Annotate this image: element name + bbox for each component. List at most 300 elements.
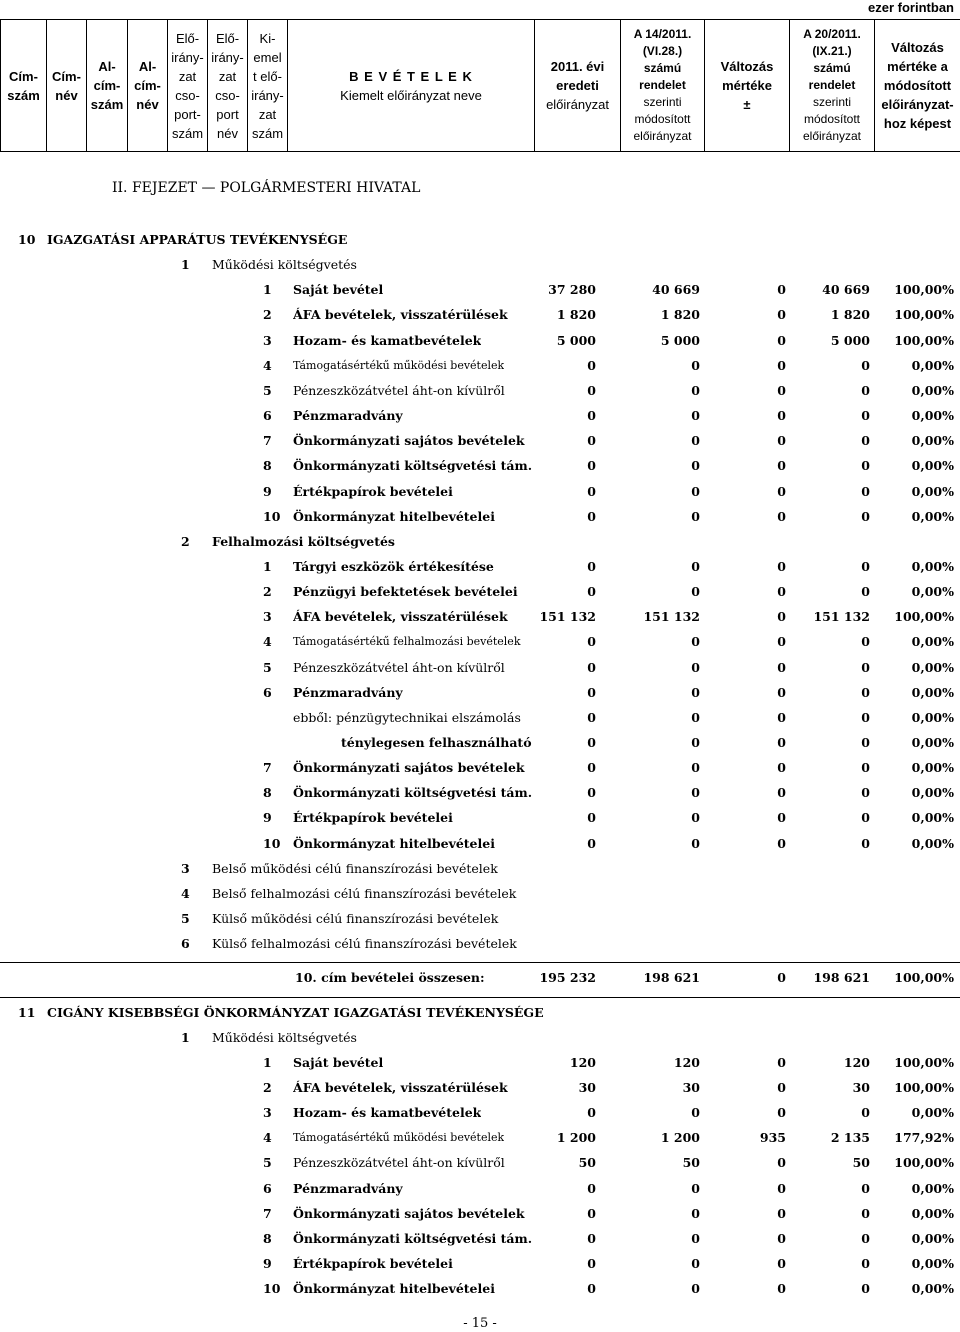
header-line: Elő- — [215, 30, 240, 46]
header-line: név — [55, 87, 78, 103]
item-label: Önkormányzati költségvetési tám. — [293, 1230, 533, 1246]
value-eredeti: 0 — [587, 382, 596, 398]
value-modositott-1: 1 200 — [660, 1130, 700, 1146]
table-row — [0, 304, 960, 326]
item-number: 7 — [263, 1205, 272, 1221]
value-szazalek: 0,00% — [911, 709, 954, 725]
value-eredeti: 0 — [587, 558, 596, 574]
value-modositott-2: 1 820 — [830, 307, 870, 323]
header-line: szám — [90, 97, 124, 112]
header-line: név — [136, 97, 159, 112]
header-line: eredeti — [556, 78, 599, 93]
item-label: Pénzeszközátvétel áht-on kívülről — [293, 1155, 505, 1171]
value-modositott-2: 0 — [861, 433, 870, 449]
value-modositott-1: 40 669 — [652, 282, 700, 298]
value-eredeti: 0 — [587, 835, 596, 851]
item-number: 9 — [263, 483, 272, 499]
header-line: ± — [743, 97, 751, 112]
item-label: Önkormányzat hitelbevételei — [293, 508, 495, 524]
header-line: Cím- — [52, 68, 81, 84]
value-valtozas: 0 — [777, 970, 786, 986]
group-number: 1 — [181, 257, 190, 273]
value-eredeti: 0 — [587, 1105, 596, 1121]
header-line: Kiemelt előirányzat neve — [340, 87, 482, 103]
value-szazalek: 0,00% — [911, 357, 954, 373]
item-number: 2 — [263, 584, 272, 600]
value-modositott-1: 50 — [682, 1155, 700, 1171]
group-number: 2 — [181, 533, 190, 549]
hdr-valtozas-merteke-szazalek — [875, 20, 960, 152]
value-modositott-2: 151 132 — [813, 609, 870, 625]
header-line: szám — [251, 125, 284, 141]
table-row — [0, 657, 960, 679]
group-row — [0, 908, 960, 930]
value-modositott-1: 0 — [691, 785, 700, 801]
group-name: Működési költségvetés — [212, 1029, 357, 1045]
value-modositott-1: 0 — [691, 1105, 700, 1121]
value-modositott-2: 0 — [861, 1256, 870, 1271]
header-line: cso- — [175, 87, 200, 103]
table-row — [0, 1203, 960, 1225]
value-modositott-1: 0 — [691, 810, 700, 826]
group-number: 4 — [181, 885, 190, 901]
value-modositott-2: 0 — [861, 1230, 870, 1246]
item-label: Önkormányzati sajátos bevételek — [293, 1205, 525, 1221]
table-row — [0, 807, 960, 829]
table-row — [0, 581, 960, 603]
value-modositott-1: 0 — [691, 835, 700, 851]
value-modositott-2: 5 000 — [830, 332, 870, 348]
item-label: Hozam- és kamatbevételek — [293, 332, 482, 348]
group-name: Külső felhalmozási célú finanszírozási bevételek — [212, 936, 517, 952]
value-modositott-2: 0 — [861, 659, 870, 675]
value-valtozas: 0 — [777, 408, 786, 424]
value-modositott-1: 198 621 — [643, 970, 700, 986]
value-valtozas: 0 — [777, 1230, 786, 1246]
value-szazalek: 0,00% — [911, 760, 954, 776]
item-number: 8 — [263, 458, 272, 474]
section-number: 11 — [18, 1004, 36, 1020]
item-label: ebből: pénzügytechnikai elszámolás — [293, 709, 521, 725]
value-valtozas: 0 — [777, 760, 786, 776]
value-modositott-1: 0 — [691, 1281, 700, 1297]
header-table — [0, 19, 960, 152]
value-modositott-2: 0 — [861, 357, 870, 373]
value-szazalek: 100,00% — [894, 282, 954, 298]
table-row — [0, 1152, 960, 1174]
header-line: B E V É T E L E K — [349, 68, 473, 84]
unit-label: ezer forintban — [868, 0, 954, 15]
item-label: Pénzügyi befektetések bevételei — [293, 584, 518, 600]
value-valtozas: 0 — [777, 508, 786, 524]
value-valtozas: 0 — [777, 1054, 786, 1070]
total-row — [0, 967, 960, 989]
value-modositott-2: 0 — [861, 408, 870, 424]
value-valtozas: 0 — [777, 483, 786, 499]
value-szazalek: 0,00% — [911, 1205, 954, 1221]
value-eredeti: 0 — [587, 408, 596, 424]
group-row — [0, 1027, 960, 1049]
item-label: Hozam- és kamatbevételek — [293, 1105, 482, 1121]
header-line: szerinti — [643, 95, 682, 109]
table-row — [0, 682, 960, 704]
table-row — [0, 556, 960, 578]
header-line: módosított — [803, 112, 861, 126]
value-eredeti: 1 200 — [556, 1130, 596, 1146]
table-row — [0, 1077, 960, 1099]
header-line: Ki- — [259, 30, 276, 46]
value-modositott-1: 0 — [691, 1180, 700, 1196]
value-szazalek: 100,00% — [894, 970, 954, 986]
item-number: 3 — [263, 332, 272, 348]
item-label: ÁFA bevételek, visszatérülések — [293, 307, 508, 323]
header-line: cím- — [134, 78, 161, 93]
value-valtozas: 0 — [777, 433, 786, 449]
value-eredeti: 0 — [587, 357, 596, 373]
value-szazalek: 100,00% — [894, 609, 954, 625]
value-modositott-1: 30 — [682, 1079, 700, 1095]
value-szazalek: 0,00% — [911, 1281, 954, 1297]
item-label: Önkormányzati sajátos bevételek — [293, 433, 525, 449]
value-valtozas: 0 — [777, 634, 786, 650]
value-szazalek: 100,00% — [894, 332, 954, 348]
header-line: név — [217, 125, 238, 141]
value-valtozas: 0 — [777, 684, 786, 700]
header-line: szám — [171, 125, 204, 141]
value-szazalek: 100,00% — [894, 1079, 954, 1095]
item-label: Pénzeszközátvétel áht-on kívülről — [293, 382, 505, 398]
group-number: 3 — [181, 860, 190, 876]
group-name: Belső működési célú finanszírozási bevételek — [212, 860, 498, 876]
table-row — [0, 1102, 960, 1124]
value-modositott-1: 0 — [691, 483, 700, 499]
item-number: 5 — [263, 659, 272, 675]
value-eredeti: 0 — [587, 735, 596, 750]
value-eredeti: 37 280 — [548, 282, 596, 298]
value-szazalek: 0,00% — [911, 810, 954, 826]
table-row — [0, 405, 960, 427]
value-modositott-1: 0 — [691, 508, 700, 524]
group-number: 5 — [181, 911, 190, 927]
value-valtozas: 0 — [777, 709, 786, 725]
value-valtozas: 0 — [777, 1079, 786, 1095]
value-modositott-2: 0 — [861, 785, 870, 801]
item-label: Értékpapírok bevételei — [293, 483, 453, 499]
item-number: 8 — [263, 785, 272, 801]
header-line: Elő- — [175, 30, 200, 46]
value-modositott-1: 0 — [691, 433, 700, 449]
table-row — [0, 380, 960, 402]
header-line: irány- — [251, 87, 284, 103]
header-line: irány- — [211, 49, 244, 65]
value-szazalek: 0,00% — [911, 1105, 954, 1121]
value-szazalek: 0,00% — [911, 684, 954, 700]
value-valtozas: 0 — [777, 1180, 786, 1196]
value-eredeti: 151 132 — [539, 609, 596, 625]
value-eredeti: 0 — [587, 1205, 596, 1221]
table-row — [0, 430, 960, 452]
hdr-cim-szam — [1, 20, 47, 152]
item-number: 7 — [263, 760, 272, 776]
value-szazalek: 0,00% — [911, 558, 954, 574]
header-line: Változás — [720, 59, 774, 74]
header-line: számú — [643, 61, 682, 75]
item-number: 4 — [263, 357, 272, 373]
value-szazalek: 0,00% — [911, 835, 954, 851]
header-line: 2011. évi — [550, 59, 605, 74]
item-number: 10 — [263, 835, 281, 851]
value-szazalek: 0,00% — [911, 508, 954, 524]
section-name: IGAZGATÁSI APPARÁTUS TEVÉKENYSÉGE — [47, 232, 348, 247]
item-number: 4 — [263, 634, 272, 650]
value-valtozas: 0 — [777, 1281, 786, 1297]
value-modositott-2: 0 — [861, 584, 870, 600]
value-eredeti: 0 — [587, 1230, 596, 1246]
value-eredeti: 5 000 — [556, 332, 596, 348]
value-modositott-1: 0 — [691, 760, 700, 776]
value-modositott-2: 0 — [861, 684, 870, 700]
item-number: 2 — [263, 307, 272, 323]
group-name: Működési költségvetés — [212, 257, 357, 273]
item-number: 3 — [263, 1105, 272, 1121]
value-valtozas: 0 — [777, 659, 786, 675]
hdr-eloiranyzat-csoport-nev — [208, 20, 248, 152]
hdr-valtozas-merteke — [705, 20, 790, 152]
group-row — [0, 858, 960, 880]
header-line: port — [216, 106, 239, 122]
table-row — [0, 782, 960, 804]
header-line: zat — [218, 68, 237, 84]
value-modositott-2: 0 — [861, 760, 870, 776]
value-modositott-2: 0 — [861, 508, 870, 524]
item-number: 1 — [263, 1054, 272, 1070]
item-number: 6 — [263, 408, 272, 424]
header-line: előirányzat — [546, 97, 609, 112]
value-valtozas: 0 — [777, 609, 786, 625]
header-line: A 20/2011. — [803, 27, 861, 41]
value-modositott-2: 30 — [852, 1079, 870, 1095]
value-valtozas: 0 — [777, 785, 786, 801]
value-szazalek: 100,00% — [894, 307, 954, 323]
value-szazalek: 0,00% — [911, 408, 954, 424]
hdr-eredeti-eloiranyzat — [535, 20, 621, 152]
value-modositott-2: 0 — [861, 835, 870, 851]
header-line: módosított — [634, 112, 691, 126]
value-valtozas: 935 — [759, 1130, 786, 1146]
item-number: 8 — [263, 1230, 272, 1246]
header-line: Cím- — [9, 68, 38, 84]
table-row — [0, 481, 960, 503]
value-valtozas: 0 — [777, 584, 786, 600]
header-line: hoz képest — [883, 116, 952, 131]
item-number: 1 — [263, 558, 272, 574]
item-label: Önkormányzati költségvetési tám. — [293, 785, 533, 801]
value-valtozas: 0 — [777, 458, 786, 474]
item-label: Önkormányzat hitelbevételei — [293, 1281, 495, 1297]
item-number: 9 — [263, 810, 272, 826]
value-modositott-2: 198 621 — [813, 970, 870, 986]
item-label: ÁFA bevételek, visszatérülések — [293, 1079, 508, 1095]
value-valtozas: 0 — [777, 558, 786, 574]
value-modositott-2: 0 — [861, 1105, 870, 1121]
value-modositott-2: 0 — [861, 735, 870, 750]
table-row — [0, 1278, 960, 1300]
value-eredeti: 0 — [587, 684, 596, 700]
value-eredeti: 0 — [587, 634, 596, 650]
value-eredeti: 0 — [587, 1256, 596, 1271]
value-eredeti: 0 — [587, 785, 596, 801]
item-label: Tárgyi eszközök értékesítése — [293, 558, 494, 574]
hdr-modositott-eloiranyzat-1 — [621, 20, 705, 152]
value-modositott-1: 0 — [691, 458, 700, 474]
value-modositott-1: 0 — [691, 659, 700, 675]
group-name: Külső működési célú finanszírozási bevételek — [212, 911, 499, 927]
value-szazalek: 177,92% — [894, 1130, 954, 1146]
value-modositott-2: 0 — [861, 709, 870, 725]
value-eredeti: 0 — [587, 760, 596, 776]
header-line: rendelet — [639, 78, 686, 92]
value-eredeti: 0 — [587, 659, 596, 675]
item-number: 10 — [263, 1281, 281, 1297]
header-line: port- — [174, 106, 201, 122]
header-line: emel — [253, 49, 282, 65]
value-eredeti: 0 — [587, 483, 596, 499]
value-modositott-1: 5 000 — [660, 332, 700, 348]
value-szazalek: 0,00% — [911, 1180, 954, 1196]
value-eredeti: 1 820 — [556, 307, 596, 323]
value-szazalek: 0,00% — [911, 1256, 954, 1271]
header-line: rendelet — [808, 78, 856, 92]
value-valtozas: 0 — [777, 282, 786, 298]
value-modositott-1: 0 — [691, 558, 700, 574]
item-label: Támogatásértékű felhalmozási bevételek — [293, 635, 521, 649]
value-modositott-2: 40 669 — [822, 282, 870, 298]
value-modositott-1: 0 — [691, 584, 700, 600]
item-label: Pénzmaradvány — [293, 408, 403, 424]
item-number: 1 — [263, 282, 272, 298]
header-line: t elő- — [253, 68, 282, 84]
header-line: Al- — [98, 59, 116, 74]
header-line: számú — [813, 61, 851, 75]
value-modositott-1: 0 — [691, 735, 700, 750]
header-line: előirányzat — [633, 129, 692, 143]
hdr-cim-nev — [47, 20, 87, 152]
item-number: 5 — [263, 382, 272, 398]
value-modositott-2: 0 — [861, 1180, 870, 1196]
item-number: 2 — [263, 1079, 272, 1095]
value-eredeti: 0 — [587, 584, 596, 600]
value-modositott-2: 0 — [861, 483, 870, 499]
table-row — [0, 606, 960, 628]
group-name: Felhalmozási költségvetés — [212, 533, 395, 549]
value-eredeti: 0 — [587, 709, 596, 725]
header-line: Al- — [138, 59, 157, 74]
value-modositott-2: 0 — [861, 1281, 870, 1297]
value-eredeti: 0 — [587, 810, 596, 826]
item-label: Saját bevétel — [293, 282, 384, 298]
header-line: mértéke a — [887, 59, 948, 74]
value-eredeti: 0 — [587, 1180, 596, 1196]
value-szazalek: 100,00% — [894, 1155, 954, 1171]
header-line: (IX.21.) — [812, 44, 852, 58]
item-number: 6 — [263, 1180, 272, 1196]
value-modositott-1: 120 — [673, 1054, 700, 1070]
section-divider — [0, 997, 960, 998]
value-modositott-1: 0 — [691, 357, 700, 373]
header-line: előirányzat — [802, 129, 862, 143]
value-modositott-2: 0 — [861, 1205, 870, 1221]
group-number: 1 — [181, 1029, 190, 1045]
header-line: szerinti — [812, 95, 851, 109]
value-modositott-1: 151 132 — [643, 609, 700, 625]
table-row — [0, 455, 960, 477]
value-szazalek: 0,00% — [911, 483, 954, 499]
value-eredeti: 195 232 — [539, 970, 596, 986]
value-eredeti: 50 — [578, 1155, 596, 1171]
value-valtozas: 0 — [777, 1256, 786, 1271]
hdr-kiemelt-eloiranyzat-szam — [248, 20, 288, 152]
header-line: szám — [7, 87, 40, 103]
item-label: Támogatásértékű működési bevételek — [293, 358, 505, 372]
group-row — [0, 883, 960, 905]
hdr-bevetelek — [288, 20, 535, 152]
value-szazalek: 0,00% — [911, 785, 954, 801]
group-row — [0, 531, 960, 553]
value-szazalek: 0,00% — [911, 382, 954, 398]
table-row — [0, 279, 960, 301]
item-number: 6 — [263, 684, 272, 700]
table-row — [0, 355, 960, 377]
table-row — [0, 330, 960, 352]
item-number: 3 — [263, 609, 272, 625]
table-row — [0, 1253, 960, 1275]
item-label: Támogatásértékű működési bevételek — [293, 1131, 505, 1145]
hdr-alcim-szam — [87, 20, 128, 152]
value-modositott-2: 0 — [861, 634, 870, 650]
item-label: Pénzmaradvány — [293, 684, 403, 700]
value-szazalek: 0,00% — [911, 1230, 954, 1246]
value-szazalek: 0,00% — [911, 433, 954, 449]
group-number: 6 — [181, 936, 190, 952]
value-modositott-2: 0 — [861, 458, 870, 474]
value-modositott-2: 0 — [861, 810, 870, 826]
value-szazalek: 100,00% — [894, 1054, 954, 1070]
value-modositott-2: 120 — [843, 1054, 870, 1070]
header-line: Változás — [891, 40, 944, 55]
value-valtozas: 0 — [777, 307, 786, 323]
section-divider — [0, 962, 960, 963]
table-row — [0, 707, 960, 729]
header-line: előirányzat- — [881, 97, 954, 112]
item-number: 7 — [263, 433, 272, 449]
item-label: Pénzmaradvány — [293, 1180, 403, 1196]
item-label: Saját bevétel — [293, 1054, 384, 1070]
item-label: Önkormányzati költségvetési tám. — [293, 458, 533, 474]
table-row — [0, 506, 960, 528]
value-modositott-1: 0 — [691, 634, 700, 650]
value-szazalek: 0,00% — [911, 735, 954, 750]
header-line: cím- — [93, 78, 121, 93]
section-number: 10 — [18, 232, 36, 247]
value-eredeti: 0 — [587, 458, 596, 474]
value-valtozas: 0 — [777, 735, 786, 750]
table-row — [0, 1228, 960, 1250]
header-line: módosított — [883, 78, 952, 93]
item-number: 10 — [263, 508, 281, 524]
group-row — [0, 254, 960, 276]
header-line: cso- — [215, 87, 240, 103]
hdr-eloiranyzat-csoport-szam — [168, 20, 208, 152]
